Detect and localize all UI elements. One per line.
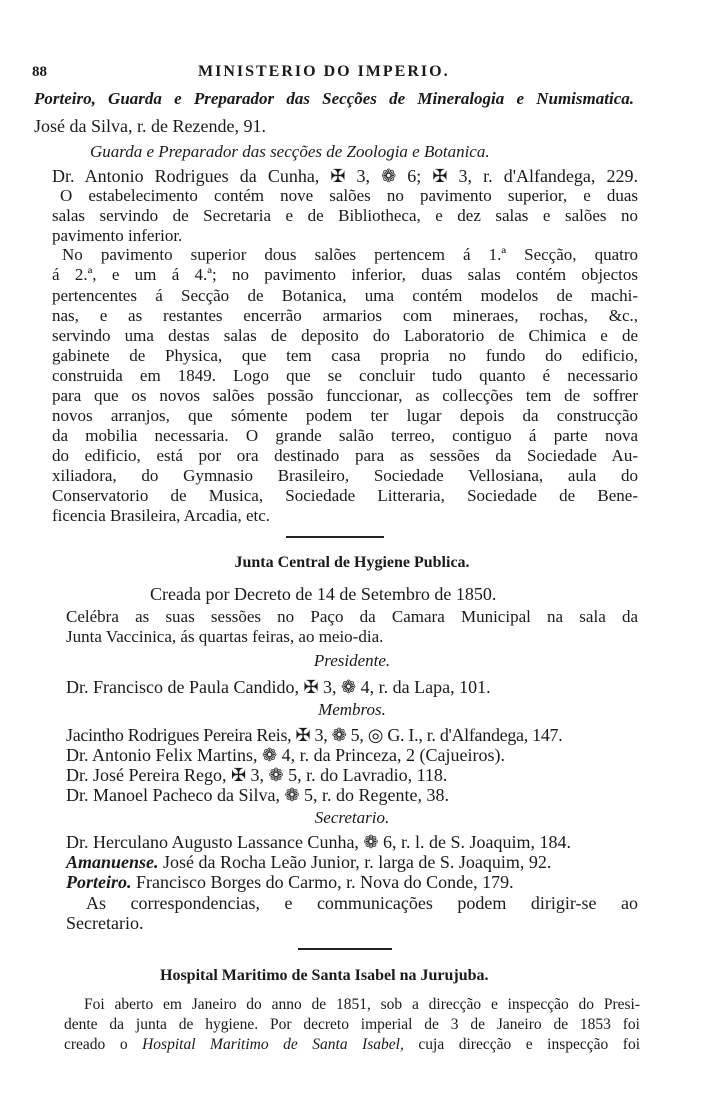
porteiro-label: Porteiro. [66,872,132,892]
hospital-heading: Hospital Maritimo de Santa Isabel na Jurujuba. [160,967,489,984]
paragraph-line: No pavimento superior dous salões pertencem á 1.ª Secção, quatro [62,245,638,264]
amanuense-entry [66,852,551,872]
paragraph-line: pertencentes á Secção de Botanica, uma contém modelos de machi- [52,286,638,305]
paragraph-line: da mobilia necessaria. O grande salão terreo, contiguo á parte nova [52,426,638,445]
membros-label: Membros. [318,700,386,719]
paragraph-line: Foi aberto em Janeiro do anno de 1851, sob a direcção e inspecção do Presi- [84,996,640,1013]
guarda-name: Dr. Antonio Rodrigues da Cunha, ✠ 3, ❁ 6; ✠ 3, r. d'Alfandega, 229. [52,166,638,186]
porteiro-title: Porteiro, Guarda e Preparador das Secções de Mineralogia e Numismatica. [34,89,634,108]
paragraph-line: para que os novos salões possão funccionar, as collecções tem de soffrer [52,386,638,405]
paragraph-line: Celébra as suas sessões no Paço da Camara Municipal na sala da [66,607,638,626]
paragraph-line: salas servindo de Secretaria e de Bibliotheca, e dez salas e salões no [52,206,638,225]
secretario-label: Secretario. [314,808,390,827]
paragraph-line: xiliadora, do Gymnasio Brasileiro, Sociedade Vellosiana, aula do [52,466,638,485]
guarda-title: Guarda e Preparador das secções de Zoologia e Botanica. [90,142,490,161]
running-header: MINISTERIO DO IMPERIO. [198,63,450,80]
membro-entry: Dr. Antonio Felix Martins, ❁ 4, r. da Princeza, 2 (Cajueiros). [66,745,506,765]
section-divider [286,536,384,538]
porteiro-name: Francisco Borges do Carmo, r. Nova do Conde, 179. [136,872,514,892]
porteiro-name: José da Silva, r. de Rezende, 91. [34,116,266,136]
page-number: 88 [32,64,47,80]
paragraph-line: O estabelecimento contém nove salões no pavimento superior, e duas [60,186,638,205]
paragraph-line: Conservatorio de Musica, Sociedade Litteraria, Sociedade de Bene- [52,486,638,505]
paragraph-line: novos arranjos, que sómente podem ter lugar depois da construcção [52,406,638,425]
section-divider [298,948,392,950]
paragraph-line: pavimento inferior. [52,226,183,245]
paragraph-line: As correspondencias, e communicações podem dirigir-se ao [86,893,638,913]
presidente-label: Presidente. [313,651,391,670]
amanuense-label: Amanuense. [66,852,159,872]
paragraph-line [64,1035,640,1055]
paragraph-line: Secretario. [66,913,144,933]
membro-entry: Dr. Manoel Pacheco da Silva, ❁ 5, r. do Regente, 38. [66,785,450,805]
paragraph-line: ficencia Brasileira, Arcadia, etc. [52,506,271,525]
paragraph-line: á 2.ª, e um á 4.ª; no pavimento inferior, duas salas contém objectos [52,265,638,284]
paragraph-line: Junta Vaccinica, ás quartas feiras, ao meio-dia. [66,627,384,646]
junta-created: Creada por Decreto de 14 de Setembro de 1850. [150,584,497,604]
junta-heading: Junta Central de Hygiene Publica. [234,554,470,571]
porteiro-entry [66,872,514,892]
paragraph-line: dente da junta de hygiene. Por decreto imperial de 3 de Janeiro de 1853 foi [64,1016,640,1033]
text: creado o [64,1036,128,1053]
paragraph-line: construida em 1849. Logo que se concluir tudo quanto é necessario [52,366,638,385]
amanuense-name: José da Rocha Leão Junior, r. larga de S. Joaquim, 92. [163,852,552,872]
secretario-entry: Dr. Herculano Augusto Lassance Cunha, ❁ 6, r. l. de S. Joaquim, 184. [66,832,572,852]
text: cuja direcção e inspecção foi [418,1036,640,1053]
presidente-entry: Dr. Francisco de Paula Candido, ✠ 3, ❁ 4, r. da Lapa, 101. [66,677,491,697]
paragraph-line: do edificio, está por ora destinado para as sessões da Sociedade Au- [52,446,638,465]
membro-entry: Jacintho Rodrigues Pereira Reis, ✠ 3, ❁ 5, ◎ G. I., r. d'Alfandega, 147. [66,725,563,745]
hospital-name-italic: Hospital Maritimo de Santa Isabel, [142,1036,404,1053]
paragraph-line: servindo uma destas salas de deposito do Laboratorio de Chimica e de [52,326,638,345]
paragraph-line: nas, e as restantes encerrão armarios com mineraes, rochas, &c., [52,306,638,325]
membro-entry: Dr. José Pereira Rego, ✠ 3, ❁ 5, r. do Lavradio, 118. [66,765,448,785]
paragraph-line: gabinete de Physica, que tem casa propria no fundo do edificio, [52,346,638,365]
